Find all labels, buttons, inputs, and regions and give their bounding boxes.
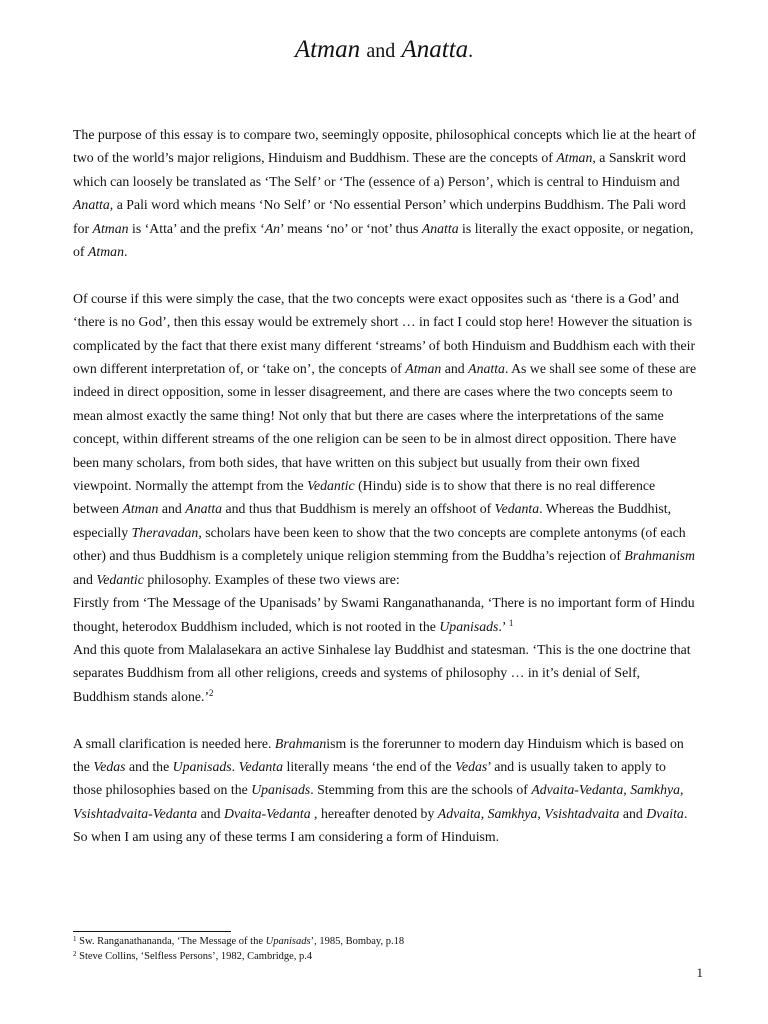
title-term-anatta: Anatta (401, 36, 469, 63)
text-run: Firstly from ‘The Message of the Upanisads’ by Swami Ranganathananda, ‘There is no important form of Hindu thought, heterodox Buddhism included, which is not rooted in the (73, 595, 695, 634)
italic-term: Anatta (468, 361, 505, 377)
italic-term: Advaita-Vedanta (531, 782, 624, 798)
italic-term: Dvaita (646, 805, 684, 821)
italic-term: Upanisads (251, 782, 311, 798)
text-run: The purpose of this essay is to compare two, seemingly opposite, philosophical concepts which lie at the heart of two of the world’s major religions, Hinduism and Buddhism. These are the concepts of (73, 127, 697, 166)
footnote-separator (73, 931, 231, 932)
text-run: , (680, 782, 684, 798)
paragraph-4-quote (73, 638, 698, 708)
text-run: ’ and is usually taken to apply to those philosophies based on the (73, 758, 666, 798)
italic-term: Atman (92, 220, 129, 236)
italic-term: Atman (122, 501, 159, 517)
text-run: Of course if this were simply the case, that the two concepts were exact opposites such as ‘there is a God’ and ‘there is no God’, then this essay would be extremely short … in fact I could stop here! However the situation is complicated by the fact that there exist many different ‘streams’ of both Hinduism and Buddhism each with their own different interpretation of, or ‘take on’, the concepts of (73, 290, 696, 377)
footnote-ref-2[interactable]: 2 (209, 687, 214, 698)
italic-term: Brahmanism (624, 548, 695, 564)
footnote-1 (73, 935, 698, 950)
italic-term: Vedanta (238, 758, 284, 774)
paragraph-gap (73, 708, 698, 731)
italic-term: Vsishtadvaita (544, 805, 620, 821)
footnotes (73, 935, 698, 964)
text-run: literally means ‘the end of the (283, 758, 456, 774)
text-run: . (231, 758, 239, 774)
footnote-text: ’, 1985, Bombay, p.18 (310, 936, 405, 947)
text-run: A small clarification is needed here. (73, 735, 275, 751)
paragraph-3-quote (73, 591, 698, 638)
paragraph-5 (73, 732, 698, 849)
text-run: , a Pali word which means ‘No Self’ or ‘No essential Person’ which underpins Buddhism. The Pali word for (73, 197, 686, 236)
italic-term: Anatta (421, 220, 459, 236)
title-end: . (468, 40, 474, 62)
italic-term: Upanisads (172, 758, 232, 774)
text-run: (Hindu) side is to show that there is no real difference between (73, 478, 656, 517)
text-run: . (123, 244, 128, 260)
italic-term: Advaita, Samkhya, (437, 805, 541, 821)
italic-term: Vedas (93, 758, 126, 774)
italic-term: An (264, 220, 281, 236)
footnote-text: Steve Collins, ‘Selfless Persons’, 1982, Cambridge, p.4 (76, 950, 313, 962)
text-run: and (441, 361, 469, 377)
text-run: and (73, 571, 97, 587)
italic-term: Atman (87, 244, 124, 260)
italic-term: Anatta (73, 197, 110, 213)
title-connector: and (366, 40, 396, 62)
italic-term: Vedantic (96, 571, 144, 587)
page-title (0, 30, 768, 71)
italic-term: Upanisads (439, 618, 499, 634)
text-run: , hereafter denoted by (310, 805, 438, 821)
text-run: and (619, 805, 647, 821)
paragraph-2 (73, 287, 698, 591)
page-number: 1 (696, 965, 703, 980)
text-run: And this quote from Malalasekara an active Sinhalese lay Buddhist and statesman. ‘This is the one doctrine that separates Buddhism from all other religions, creeds and systems of philosophy … in it’s denial of Self, Buddhism stands alone.’ (73, 641, 691, 704)
footnote-ref-1[interactable]: 1 (508, 617, 514, 628)
italic-term: Brahman (274, 735, 327, 751)
paragraph-gap (73, 263, 698, 286)
italic-term: Vedantic (307, 478, 355, 494)
italic-term: Vsishtadvaita-Vedanta (73, 805, 198, 821)
text-run: , a Sanskrit word which can loosely be translated as ‘The Self’ or ‘The (essence of a) Person’, which is central to Hinduism and (73, 150, 686, 189)
italic-term: Atman (405, 361, 442, 377)
italic-term: Theravadan (131, 524, 199, 540)
text-run: and the (125, 758, 173, 774)
text-run: and (158, 501, 186, 517)
italic-term: Atman (556, 150, 593, 166)
paragraph-1 (73, 123, 698, 263)
text-run: ism is the forerunner to modern day Hinduism which is based on the (73, 735, 684, 774)
italic-term: Vedas (455, 758, 488, 774)
text-run: ’ means ‘no’ or ‘not’ thus (280, 220, 422, 236)
text-run: . Whereas the Buddhist, especially (73, 501, 672, 540)
footnote-number: 1 (73, 935, 77, 943)
footnote-text: Sw. Ranganathananda, ‘The Message of the (76, 936, 266, 947)
italic-term: Samkhya (630, 782, 681, 798)
text-run: is literally the exact opposite, or negation, of (73, 220, 694, 260)
text-run: . As we shall see some of these are indeed in direct opposition, some in lesser disagreement, and there are cases where the two concepts seem to mean almost exactly the same thing! Not only that but there are cases where the interpretations of the same concept, within different streams of the one religion can be seen to be in almost direct opposition. There have been many scholars, from both sides, that have written on this subject but usually from their own fixed viewpoint. Normally the attempt from the (73, 361, 697, 494)
italic-term: Vedanta (494, 501, 540, 517)
text-run: .’ (498, 618, 509, 634)
footnote-number: 2 (73, 949, 77, 958)
italic-term: Anatta (185, 501, 223, 517)
footnote-italic: Upanisads (265, 936, 311, 947)
text-run: philosophy. Examples of these two views are: (143, 571, 400, 587)
italic-term: Dvaita-Vedanta (224, 805, 311, 821)
text-run: , (623, 782, 631, 798)
footnote-2 (73, 950, 698, 965)
text-run: and thus that Buddhism is merely an offshoot of (222, 501, 495, 517)
title-term-atman: Atman (294, 36, 361, 63)
text-run: and (197, 805, 224, 821)
essay-body (73, 123, 698, 849)
text-run: . So when I am using any of these terms I am considering a form of Hinduism. (73, 805, 688, 845)
text-run: , scholars have been keen to show that the two concepts are complete antonyms (of each other) and thus Buddhism is a completely unique religion stemming from the Buddha’s rejection of (73, 524, 686, 564)
text-run: is ‘Atta’ and the prefix ‘ (128, 220, 265, 236)
text-run: . Stemming from this are the schools of (310, 782, 532, 798)
